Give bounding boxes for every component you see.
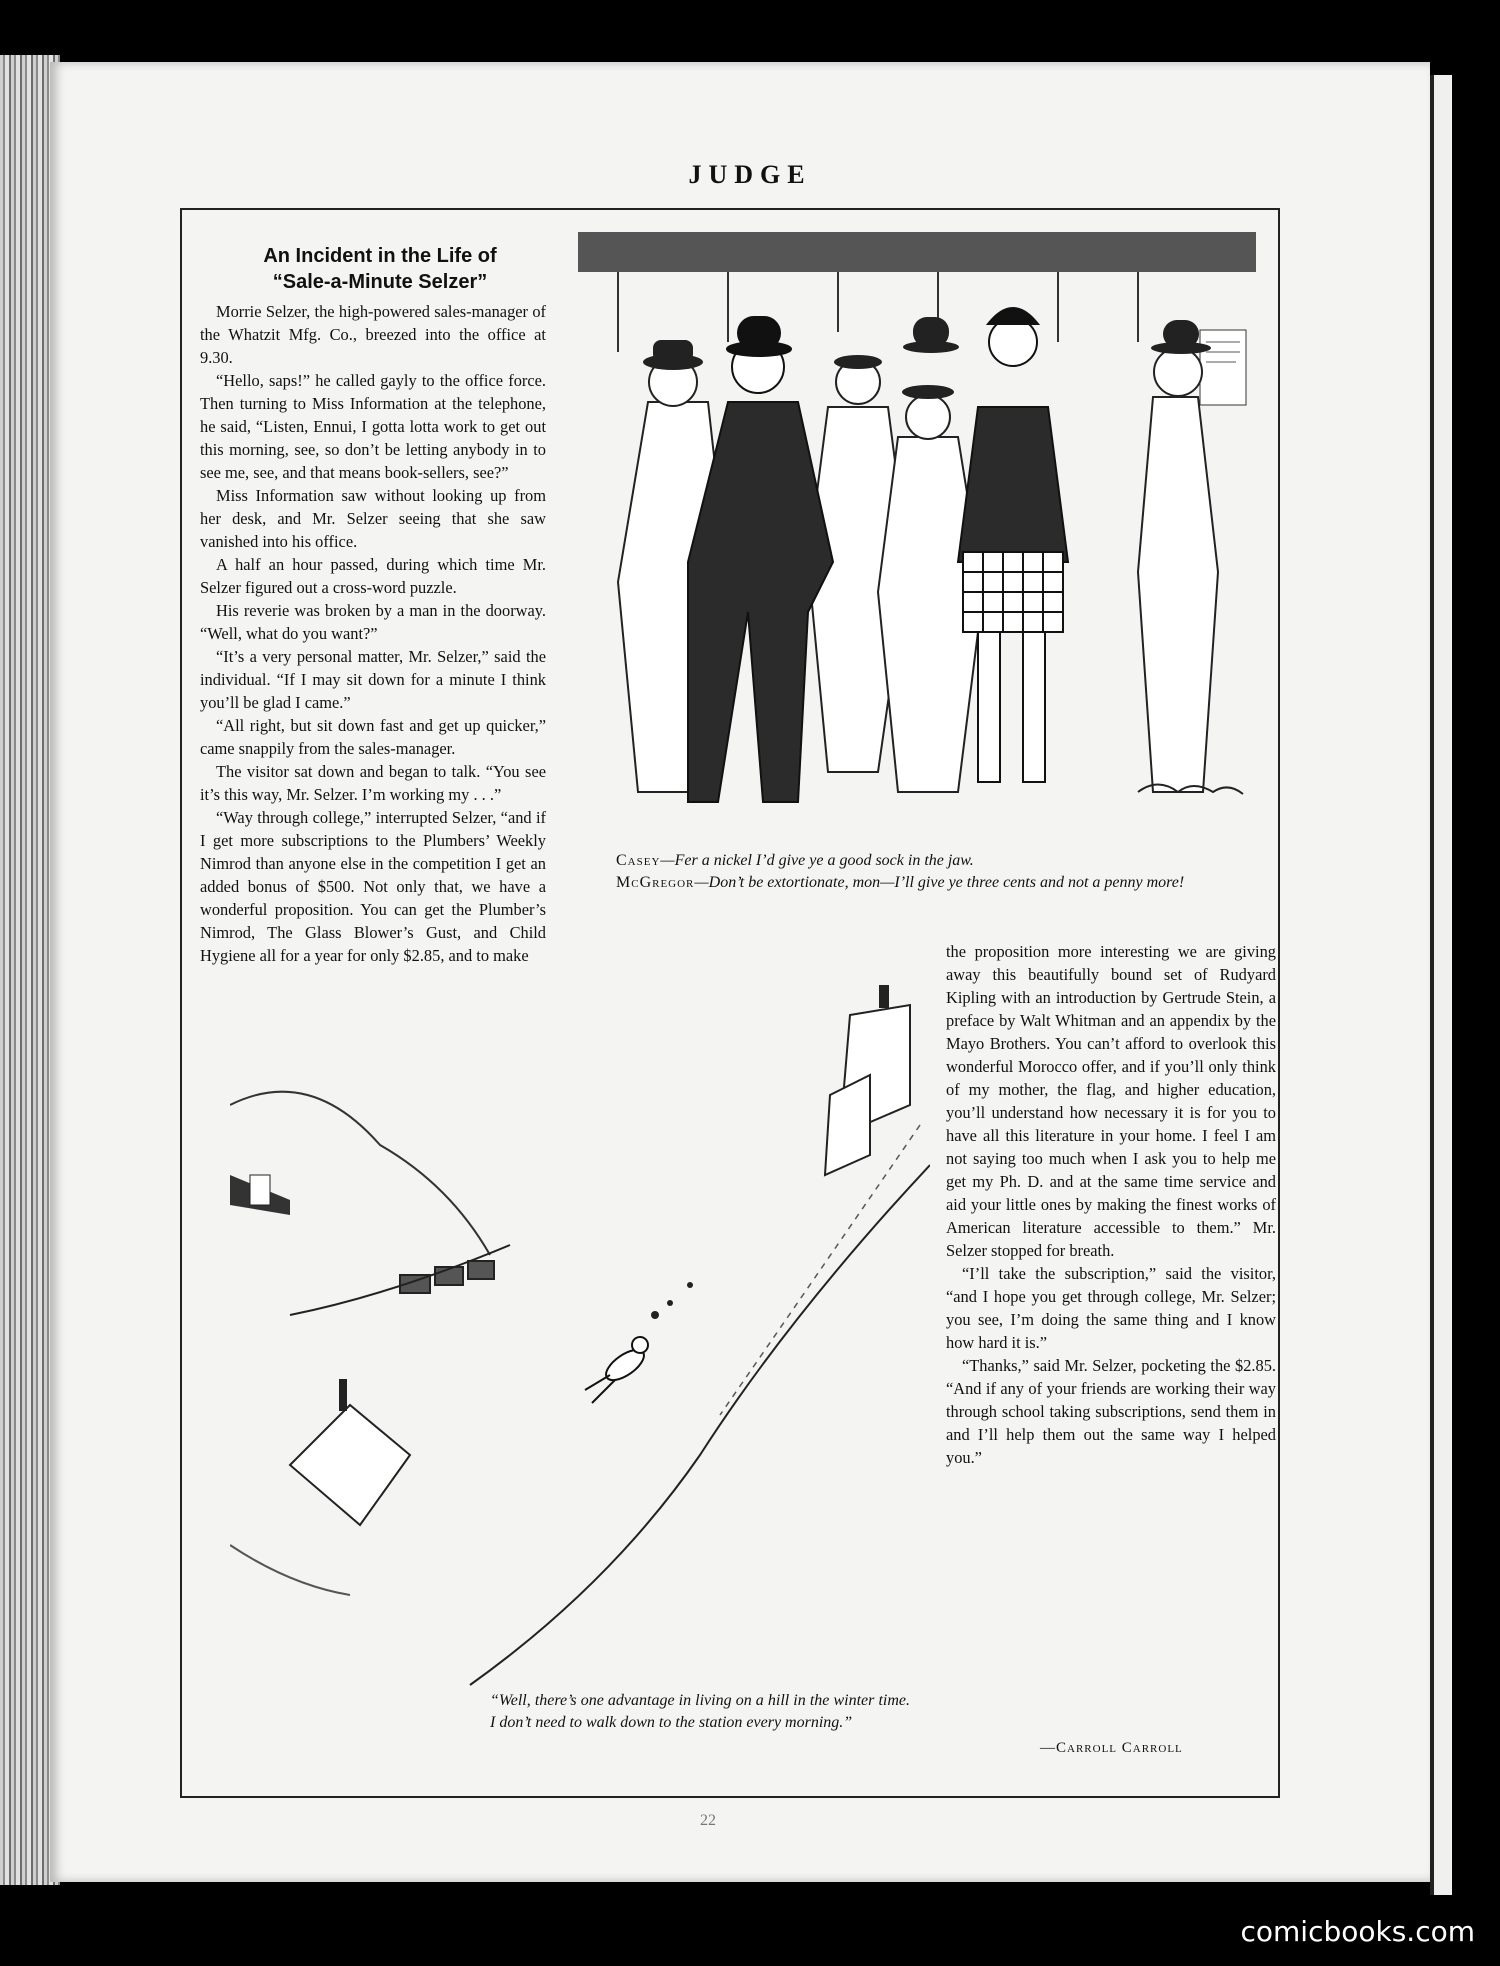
story-title-line-1: An Incident in the Life of <box>263 245 497 267</box>
paragraph: The visitor sat down and began to talk. “You see it’s this way, Mr. Selzer. I’m working my . . .” <box>200 762 546 804</box>
hill-cartoon-caption: “Well, there’s one advantage in living on a hill in the winter time. I don’t need to walk down to the station every morning.” <box>490 1692 910 1731</box>
paragraph: A half an hour passed, during which time Mr. Selzer figured out a cross-word puzzle. <box>200 555 546 597</box>
story-title <box>200 243 560 295</box>
scan-border <box>1452 60 1500 1966</box>
paragraph: “It’s a very personal matter, Mr. Selzer,” said the individual. “If I may sit down for a minute I think you’ll be glad I came.” <box>200 647 546 712</box>
story-right-column <box>946 940 1276 1469</box>
speaker-casey: Casey <box>616 852 661 869</box>
paragraph: Miss Information saw without looking up from her desk, and Mr. Selzer seeing that she saw vanished into his office. <box>200 486 546 551</box>
story-left-column <box>200 300 546 967</box>
watermark: comicbooks.com <box>1240 1915 1475 1948</box>
paragraph: “All right, but sit down fast and get up quicker,” came snappily from the sales-manager. <box>200 716 546 758</box>
story-title-line-2: “Sale-a-Minute Selzer” <box>272 271 488 293</box>
speaker-mcgregor: McGregor <box>616 874 695 891</box>
office-cartoon-caption <box>616 850 1256 894</box>
casey-line: —Fer a nickel I’d give ye a good sock in the jaw. <box>660 852 974 869</box>
paragraph: Morrie Selzer, the high-powered sales-manager of the Whatzit Mfg. Co., breezed into the office at 9.30. <box>200 302 546 367</box>
paragraph: “Thanks,” said Mr. Selzer, pocketing the $2.85. “And if any of your friends are working their way through school taking subscriptions, send them in and I’ll help them out the same way I helped you.” <box>946 1356 1276 1467</box>
byline: —Carroll Carroll <box>1040 1740 1183 1756</box>
paragraph: the proposition more interesting we are giving away this beautifully bound set of Rudyard Kipling with an introduction by Gertrude Stein, a preface by Walt Whitman and an appendix by the Mayo Brothers. You can’t afford to overlook this wonderful Morocco offer, and if you’ll only think of my mother, the flag, and higher education, you’ll understand how necessary it is for you to have all this literature in your home. I feel I am not saying too much when I ask you to help me get my Ph. D. and at the same time service and aid your little ones by making the finest works of American literature accessible to them.” Mr. Selzer stopped for breath. <box>946 942 1276 1260</box>
mcgregor-line: —Don’t be extortionate, mon—I’ll give ye three cents and not a penny more! <box>694 874 1185 891</box>
paragraph: “Way through college,” interrupted Selzer, “and if I get more subscriptions to the Plumbers’ Weekly Nimrod than anyone else in the competition I get an added bonus of $500. Not only that, we have a wonderful proposition. You can get the Plumber’s Nimrod, The Glass Blower’s Gust, and Child Hygiene all for a year for only $2.85, and to make <box>200 808 546 965</box>
paragraph: “Hello, saps!” he called gayly to the office force. Then turning to Miss Information at the telephone, he said, “Listen, Ennui, I gotta lotta work to get out this morning, see, so don’t be letting anybody in to see me, see, and that means book-sellers, see?” <box>200 371 546 482</box>
page-number: 22 <box>700 1812 716 1829</box>
masthead: JUDGE <box>688 160 812 189</box>
paragraph: “I’ll take the subscription,” said the visitor, “and I hope you get through college, Mr. Selzer; you see, I’m doing the same thing and I know how hard it is.” <box>946 1264 1276 1352</box>
office-cartoon-illustration <box>578 232 1256 832</box>
hill-cartoon-illustration <box>230 985 930 1755</box>
paragraph: His reverie was broken by a man in the doorway. “Well, what do you want?” <box>200 601 546 643</box>
